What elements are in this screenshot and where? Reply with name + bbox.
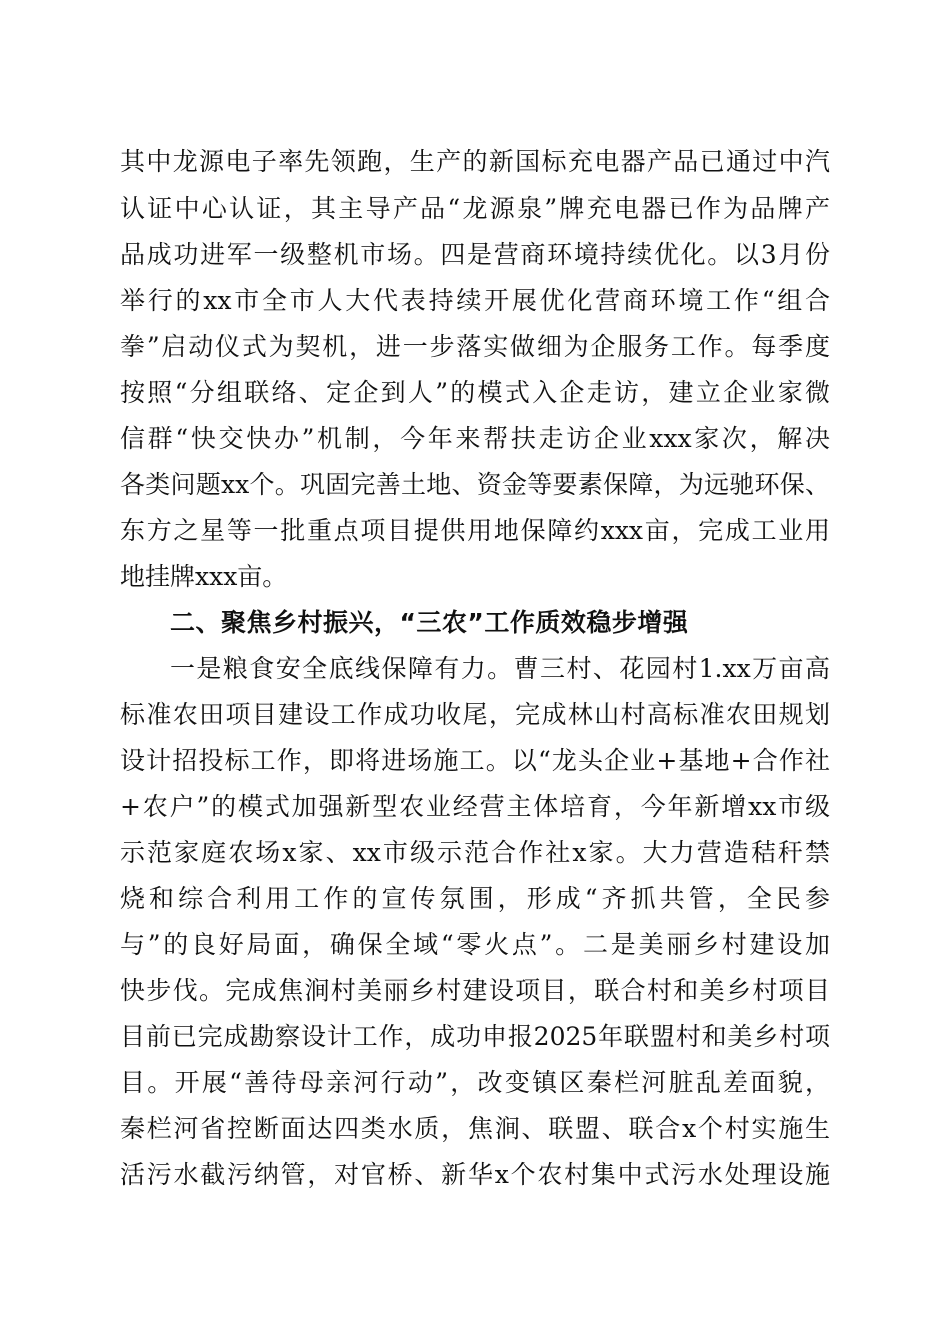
text-line: 认证中心认证，其主导产品“龙源泉”牌充电器已作为品牌产 [120,194,830,223]
text-line: 东方之星等一批重点项目提供用地保障约xxx亩，完成工业用 [120,516,830,545]
text-line: 示范家庭农场x家、xx市级示范合作社x家。大力营造秸秆禁 [120,838,830,867]
text-line: 秦栏河省控断面达四类水质，焦涧、联盟、联合x个村实施生 [120,1114,830,1143]
paragraph-first-line: 一是粮食安全底线保障有力。曹三村、花园村1.xx万亩高 [170,654,830,683]
text-line: 其中龙源电子率先领跑，生产的新国标充电器产品已通过中汽 [120,147,830,176]
text-line: 标准农田项目建设工作成功收尾，完成林山村高标准农田规划 [120,700,830,729]
text-line: 目前已完成勘察设计工作，成功申报2025年联盟村和美乡村项 [120,1022,830,1051]
text-line: 按照“分组联络、定企到人”的模式入企走访，建立企业家微 [120,378,830,407]
text-line: 设计招投标工作，即将进场施工。以“龙头企业+基地+合作社 [120,746,830,775]
text-line: 地挂牌xxx亩。 [120,562,288,591]
text-line: 品成功进军一级整机市场。四是营商环境持续优化。以3月份 [120,240,830,269]
text-line: 举行的xx市全市人大代表持续开展优化营商环境工作“组合 [120,286,830,315]
text-line: 信群“快交快办”机制，今年来帮扶走访企业xxx家次，解决 [120,424,830,453]
text-line: 拳”启动仪式为契机，进一步落实做细为企服务工作。每季度 [120,332,830,361]
text-line: 各类问题xx个。巩固完善土地、资金等要素保障，为远驰环保、 [120,470,830,499]
text-line: 活污水截污纳管，对官桥、新华x个农村集中式污水处理设施 [120,1160,830,1189]
section-heading: 二、聚焦乡村振兴，“三农”工作质效稳步增强 [170,608,689,637]
text-line: +农户”的模式加强新型农业经营主体培育，今年新增xx市级 [120,792,830,821]
text-line: 快步伐。完成焦涧村美丽乡村建设项目，联合村和美乡村项目 [120,976,830,1005]
text-line: 目。开展“善待母亲河行动”，改变镇区秦栏河脏乱差面貌， [120,1068,830,1097]
text-line: 烧和综合利用工作的宣传氛围，形成“齐抓共管，全民参 [120,884,830,913]
text-line: 与”的良好局面，确保全域“零火点”。二是美丽乡村建设加 [120,930,830,959]
